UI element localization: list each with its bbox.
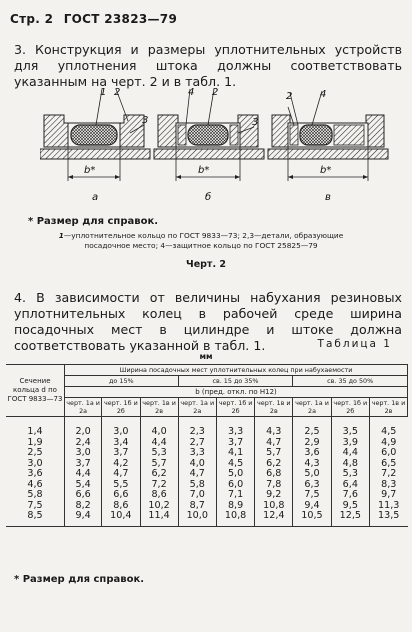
units-label: мм [199,352,213,361]
table-cell: 4,1 [227,447,244,458]
table-cell: 2,3 [189,426,205,437]
width-values-column [369,417,407,527]
label-1: 1 [100,87,107,98]
legend-text: —уплотнительное кольцо по ГОСТ 9833—73; 2,3—детали, образующие посадочное место; 4—защитное кольцо по ГОСТ 25825—79 [63,231,344,250]
table-cell: 4,4 [342,447,358,458]
standard-number: ГОСТ 23823—79 [63,12,178,26]
table-cell: 10,0 [186,510,208,521]
table-cell: 2,0 [75,426,91,437]
table-cell: 4,7 [266,436,282,448]
table-body-row [6,417,408,527]
subhead-7: черт. 1а и 2а [293,398,331,417]
table-cell: 11,3 [378,499,400,511]
table-cell: 5,3 [342,468,358,479]
table-cell: 2,7 [189,436,205,448]
table-cell: 7,8 [266,478,282,490]
table-cell: 3,0 [113,426,129,437]
table-cell: 4,8 [342,457,358,469]
width-values-column [331,417,369,527]
group-3: св. 35 до 50% [293,376,408,387]
main-header: Ширина посадочных мест уплотнительных колец при набухаемости [65,365,408,376]
table-cell: 5,7 [266,447,282,458]
group-1: до 15% [65,376,179,387]
note-size: * Размер для справок. [28,216,159,227]
width-values-column [255,417,293,527]
table-cell: 6,6 [75,489,91,500]
table-cell: 2,9 [304,436,320,448]
width-values-column [65,417,102,527]
table-cell: 3,5 [342,426,358,437]
subhead-4: черт. 1а и 2а [178,398,216,417]
dim-b-a: b* [84,165,96,176]
table-cell: 4,3 [266,426,282,437]
table-cell: 8,9 [227,499,244,511]
b-header: b (пред. откл. по H12) [65,387,408,398]
label-2: 2 [114,87,121,98]
table-cell: 8,6 [113,499,129,511]
subhead-8: черт. 1б и 2б [331,398,369,417]
table-cell: 9,4 [304,499,320,511]
table-cell: 7,1 [227,489,244,500]
subhead-2: черт. 1б и 2б [102,398,140,417]
table-cell: 3,0 [27,457,43,469]
table-cell: 5,0 [304,468,320,479]
table-cell: 9,5 [342,499,358,511]
table-cell: 10,2 [148,499,170,511]
table-cell: 12,5 [339,510,361,521]
table-cell: 3,7 [227,436,244,448]
table-cell: 5,8 [189,478,205,490]
table-cell: 8,5 [27,510,43,521]
page-number: Стр. 2 [10,12,54,26]
section-values-column [6,417,65,527]
table-cell: 3,4 [113,436,129,448]
table-cell: 7,2 [151,478,167,490]
sub-c: в [325,192,331,203]
table-cell: 4,4 [151,436,167,448]
table-cell: 4,7 [113,468,129,479]
table-cell: 5,5 [113,478,129,490]
table-cell: 2,4 [75,436,91,448]
label-4: 4 [188,87,195,98]
table-cell: 3,6 [27,468,43,479]
table-cell: 1,9 [27,436,43,448]
table-cell: 2,5 [304,426,320,437]
table-cell: 7,5 [304,489,320,500]
page-header [10,12,183,26]
table-cell: 6,4 [342,478,358,490]
table-cell: 9,4 [75,510,91,521]
table-cell: 6,0 [381,447,397,458]
subhead-9: черт. 1в и 2в [369,398,407,417]
width-values-column [293,417,331,527]
table-cell: 4,7 [189,468,205,479]
width-values-column [178,417,216,527]
subhead-5: черт. 1б и 2б [216,398,254,417]
table-caption: Таблица 1 [317,338,392,350]
table-cell: 11,4 [148,510,170,521]
table-cell: 3,3 [227,426,244,437]
dim-b-b: b* [198,165,210,176]
width-values-column [216,417,254,527]
table-cell: 13,5 [378,510,400,521]
figure-caption: Черт. 2 [186,259,226,270]
table-cell: 5,0 [227,468,244,479]
table-cell: 10,5 [301,510,323,521]
table-cell: 8,6 [151,489,167,500]
table-cell: 10,4 [110,510,132,521]
paragraph-3: 3. Конструкция и размеры уплотнительных устройств для уплотнения штока должны соответствовать указанным на черт. 2 и в табл. 1. [14,42,402,89]
table-cell: 10,8 [263,499,285,511]
legend-prefix: 1 [58,231,64,240]
table-cell: 4,5 [227,457,244,469]
table-cell: 3,0 [75,447,91,458]
table-cell: 8,7 [189,499,205,511]
group-2: св. 15 до 35% [178,376,293,387]
table-cell: 12,4 [263,510,285,521]
table-cell: 4,3 [304,457,320,469]
table-cell: 6,2 [151,468,167,479]
sub-b: б [205,192,212,203]
table-cell: 9,7 [381,489,397,500]
table-cell: 5,3 [151,447,167,458]
table-cell: 5,7 [151,457,167,469]
table-cell: 6,3 [304,478,320,490]
paragraph-4: 4. В зависимости от величины набухания резиновых уплотнительных колец в рабочей среде ширина посадочных мест в цилиндре и штоке должна соответствовать указанной в табл. 1. [14,290,402,353]
table-cell: 6,0 [227,478,244,490]
width-values-column [140,417,178,527]
table-cell: 5,4 [75,478,91,490]
label-2b: 2 [212,87,219,98]
table-cell: 2,5 [27,447,43,458]
table-cell: 4,4 [75,468,91,479]
table-cell: 8,2 [75,499,91,511]
width-table [6,364,408,527]
table-cell: 3,6 [304,447,320,458]
table-cell: 5,8 [27,489,43,500]
subhead-3: черт. 1в и 2в [140,398,178,417]
table-cell: 6,5 [381,457,397,469]
table-cell: 4,0 [189,457,205,469]
subhead-1: черт. 1а и 2а [66,399,100,415]
note-bottom: * Размер для справок. [14,574,145,585]
figure-legend [36,231,366,251]
table-cell: 6,6 [113,489,129,500]
section-header: Сечение кольца d по ГОСТ 9833—73 [6,365,65,417]
table-cell: 1,4 [27,426,43,437]
label-2c: 2 [286,91,293,102]
table-cell: 4,6 [27,478,43,490]
table-cell: 4,9 [381,436,397,448]
table-cell: 3,7 [113,447,129,458]
label-4c: 4 [320,89,327,100]
figure-drawing [40,85,392,215]
width-values-column [102,417,140,527]
table-cell: 6,8 [266,468,282,479]
table-cell: 6,2 [266,457,282,469]
label-3b: 3 [252,117,259,128]
table-cell: 8,3 [381,478,397,490]
table-cell: 7,6 [342,489,358,500]
table-cell: 3,7 [75,457,91,469]
table-cell: 7,2 [381,468,397,479]
sub-a: а [92,192,99,203]
table-cell: 9,2 [266,489,282,500]
table-cell: 3,9 [342,436,358,448]
subhead-6: черт. 1в и 2в [255,398,293,417]
table-cell: 4,0 [151,426,167,437]
table-cell: 4,5 [381,426,397,437]
dim-b-c: b* [320,165,332,176]
table-cell: 7,5 [27,499,43,511]
table-cell: 7,0 [189,489,205,500]
table-cell: 3,3 [189,447,205,458]
table-cell: 10,8 [224,510,247,521]
table-cell: 4,2 [113,457,129,469]
label-3: 3 [142,115,149,126]
